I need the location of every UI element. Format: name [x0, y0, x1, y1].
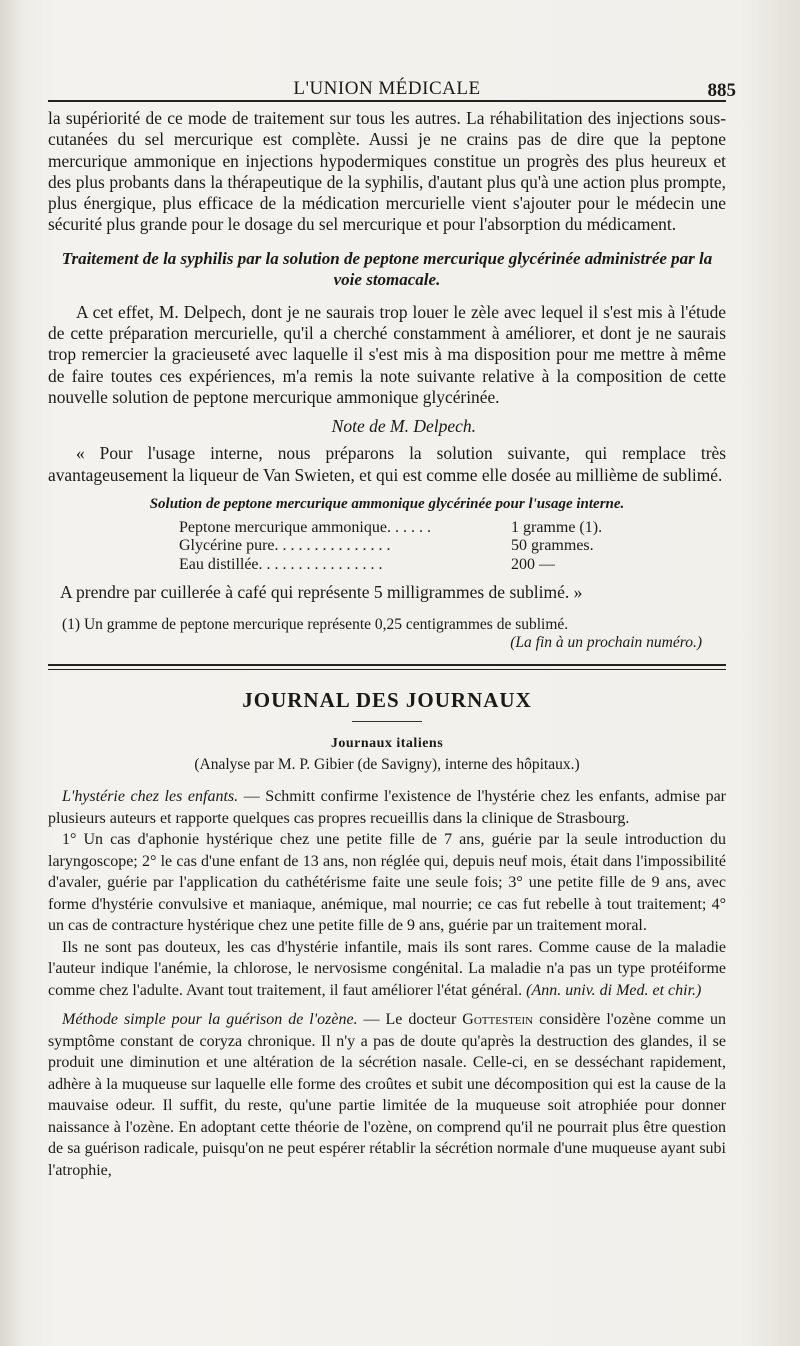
recipe-quantity: 50 grammes.: [511, 537, 594, 555]
paragraph-delpech: A cet effet, M. Delpech, dont je ne saurais trop louer le zèle avec lequel il s'est mis à l'étude de cette préparation mercurielle, qu'il a cherché constamment à améliorer, et dont je ne saurais trop remercier la gracieuseté avec laquelle il s'est mis à ma disposition pour me mettre à même de faire toutes ces expériences, m'a remis la note suivante relative à la composition de cette nouvelle solution de peptone mercurique ammonique glycérinée.: [48, 301, 726, 407]
conclusion-text: Ils ne sont pas douteux, les cas d'hystérie infantile, mais ils sont rares. Comme cause de la maladie l'auteur indique l'anémie, la chlorose, le nervosisme congénital. La maladie n'a pas un type protéiforme comme chez l'adulte. Avant tout traitement, il faut améliorer l'état général.: [48, 938, 726, 999]
paragraph-internal-use: « Pour l'usage interne, nous préparons la solution suivante, qui remplace très avantageusement la liqueur de Van Swieten, et qui est comme elle dosée au millième de sublimé.: [48, 443, 726, 485]
section-heading: Traitement de la syphilis par la solution de peptone mercurique glycérinée administrée par la voie stomacale.: [61, 248, 713, 289]
byline: (Analyse par M. P. Gibier (de Savigny), interne des hôpitaux.): [194, 756, 580, 774]
paragraph-superiority: la supériorité de ce mode de traitement sur tous les autres. La réhabilitation des injections sous-cutanées du sel mercurique est complète. Aussi je ne crains pas de dire que la peptone mercurique ammonique en injections hypodermiques constitue un progrès des plus heureux et des plus probants dans la thérapeutique de la syphilis, d'autant plus qu'à une action plus prompte, plus énergique, plus efficace de la médication mercurielle vient s'ajouter pour le médecin une sécurité plus grande pour le dosage du sel mercurique et pour l'absorption du médicament.: [48, 108, 726, 235]
recipe-row: [179, 519, 649, 538]
paragraph-ozene: [48, 1009, 726, 1181]
recipe-ingredient: Glycérine pure. . . . . . . . . . . . . . .: [179, 537, 391, 555]
section-divider: [48, 664, 726, 670]
article-body: [48, 108, 726, 652]
title-rule: [352, 721, 422, 722]
solution-title: Solution de peptone mercurique ammonique glycérinée pour l'usage interne.: [149, 495, 625, 512]
footnote: (1) Un gramme de peptone mercurique représente 0,25 centigrammes de sublimé.: [62, 616, 569, 634]
recipe-row: [179, 556, 649, 575]
paragraph-hysteria: [48, 786, 726, 829]
continued-note: (La fin à un prochain numéro.): [510, 634, 702, 652]
recipe-row: [179, 537, 649, 556]
running-title: L'UNION MÉDICALE: [293, 78, 481, 99]
recipe-table: [179, 519, 649, 575]
note-title: Note de M. Delpech.: [331, 416, 476, 437]
ozene-author: Gottestein: [462, 1011, 534, 1029]
recipe-quantity: 200 —: [511, 555, 555, 573]
recipe-ingredient: Peptone mercurique ammonique. . . . . .: [179, 518, 431, 536]
paragraph-conclusion: [48, 937, 726, 1002]
recipe-ingredient: Eau distillée. . . . . . . . . . . . . . . .: [179, 555, 383, 573]
dosage-line: A prendre par cuillerée à café qui représente 5 milligrammes de sublimé. »: [60, 582, 583, 603]
conclusion-reference: (Ann. univ. di Med. et chir.): [526, 981, 702, 999]
hysteria-text: — Schmitt confirme l'existence de l'hystérie chez les enfants, admise par plusieurs auteurs et rapporte quelques cas propres recueillis dans la clinique de Strasbourg.: [48, 788, 727, 827]
subsection-title: Journaux italiens: [330, 736, 444, 752]
page-number: 885: [707, 80, 736, 101]
running-head: [48, 70, 736, 102]
journal-body: [48, 786, 726, 1181]
ozene-text: considère l'ozène comme un symptôme constant de coryza chronique. Il n'y a pas de doute qu'après la destruction des glandes, il se produit une diminution et une altération de la sécrétion nasale. Celle-ci, en se desséchant rapidement, adhère à la muqueuse sur laquelle elle forme des croûtes et subit une décomposition qui est la cause de la mauvaise odeur. Il suffit, du reste, qu'une partie limitée de la muqueuse soit atrophiée pour donner naissance à l'ozène. En adoptant cette théorie de l'ozène, on comprend qu'il ne pourrait plus être question de sa guérison radicale, puisqu'on ne peut espérer rétablir la sécrétion normale d'une muqueuse ayant subi l'atrophie,: [48, 1011, 726, 1179]
ozene-lead: — Le docteur: [357, 1011, 463, 1029]
journal-title: JOURNAL DES JOURNAUX: [242, 688, 532, 713]
recipe-quantity: 1 gramme (1).: [511, 518, 603, 536]
ozene-title: Méthode simple pour la guérison de l'ozène.: [62, 1011, 358, 1029]
hysteria-title: L'hystérie chez les enfants.: [62, 788, 239, 806]
paragraph-cases: 1° Un cas d'aphonie hystérique chez une petite fille de 7 ans, guérie par la seule introduction du laryngoscope; 2° le cas d'une enfant de 13 ans, non réglée qui, depuis neuf mois, était dans l'impossibilité d'avaler, guérie par l'application du cathétérisme faite une seule fois; 3° une petite fille de 9 ans, avec forme d'hystérie convulsive et maniaque, anémique, mal nourrie; ce cas fut rebelle à tout traitement; 4° un cas de contracture hystérique chez une petite fille de 9 ans, guérie par un traitement moral.: [48, 831, 726, 935]
